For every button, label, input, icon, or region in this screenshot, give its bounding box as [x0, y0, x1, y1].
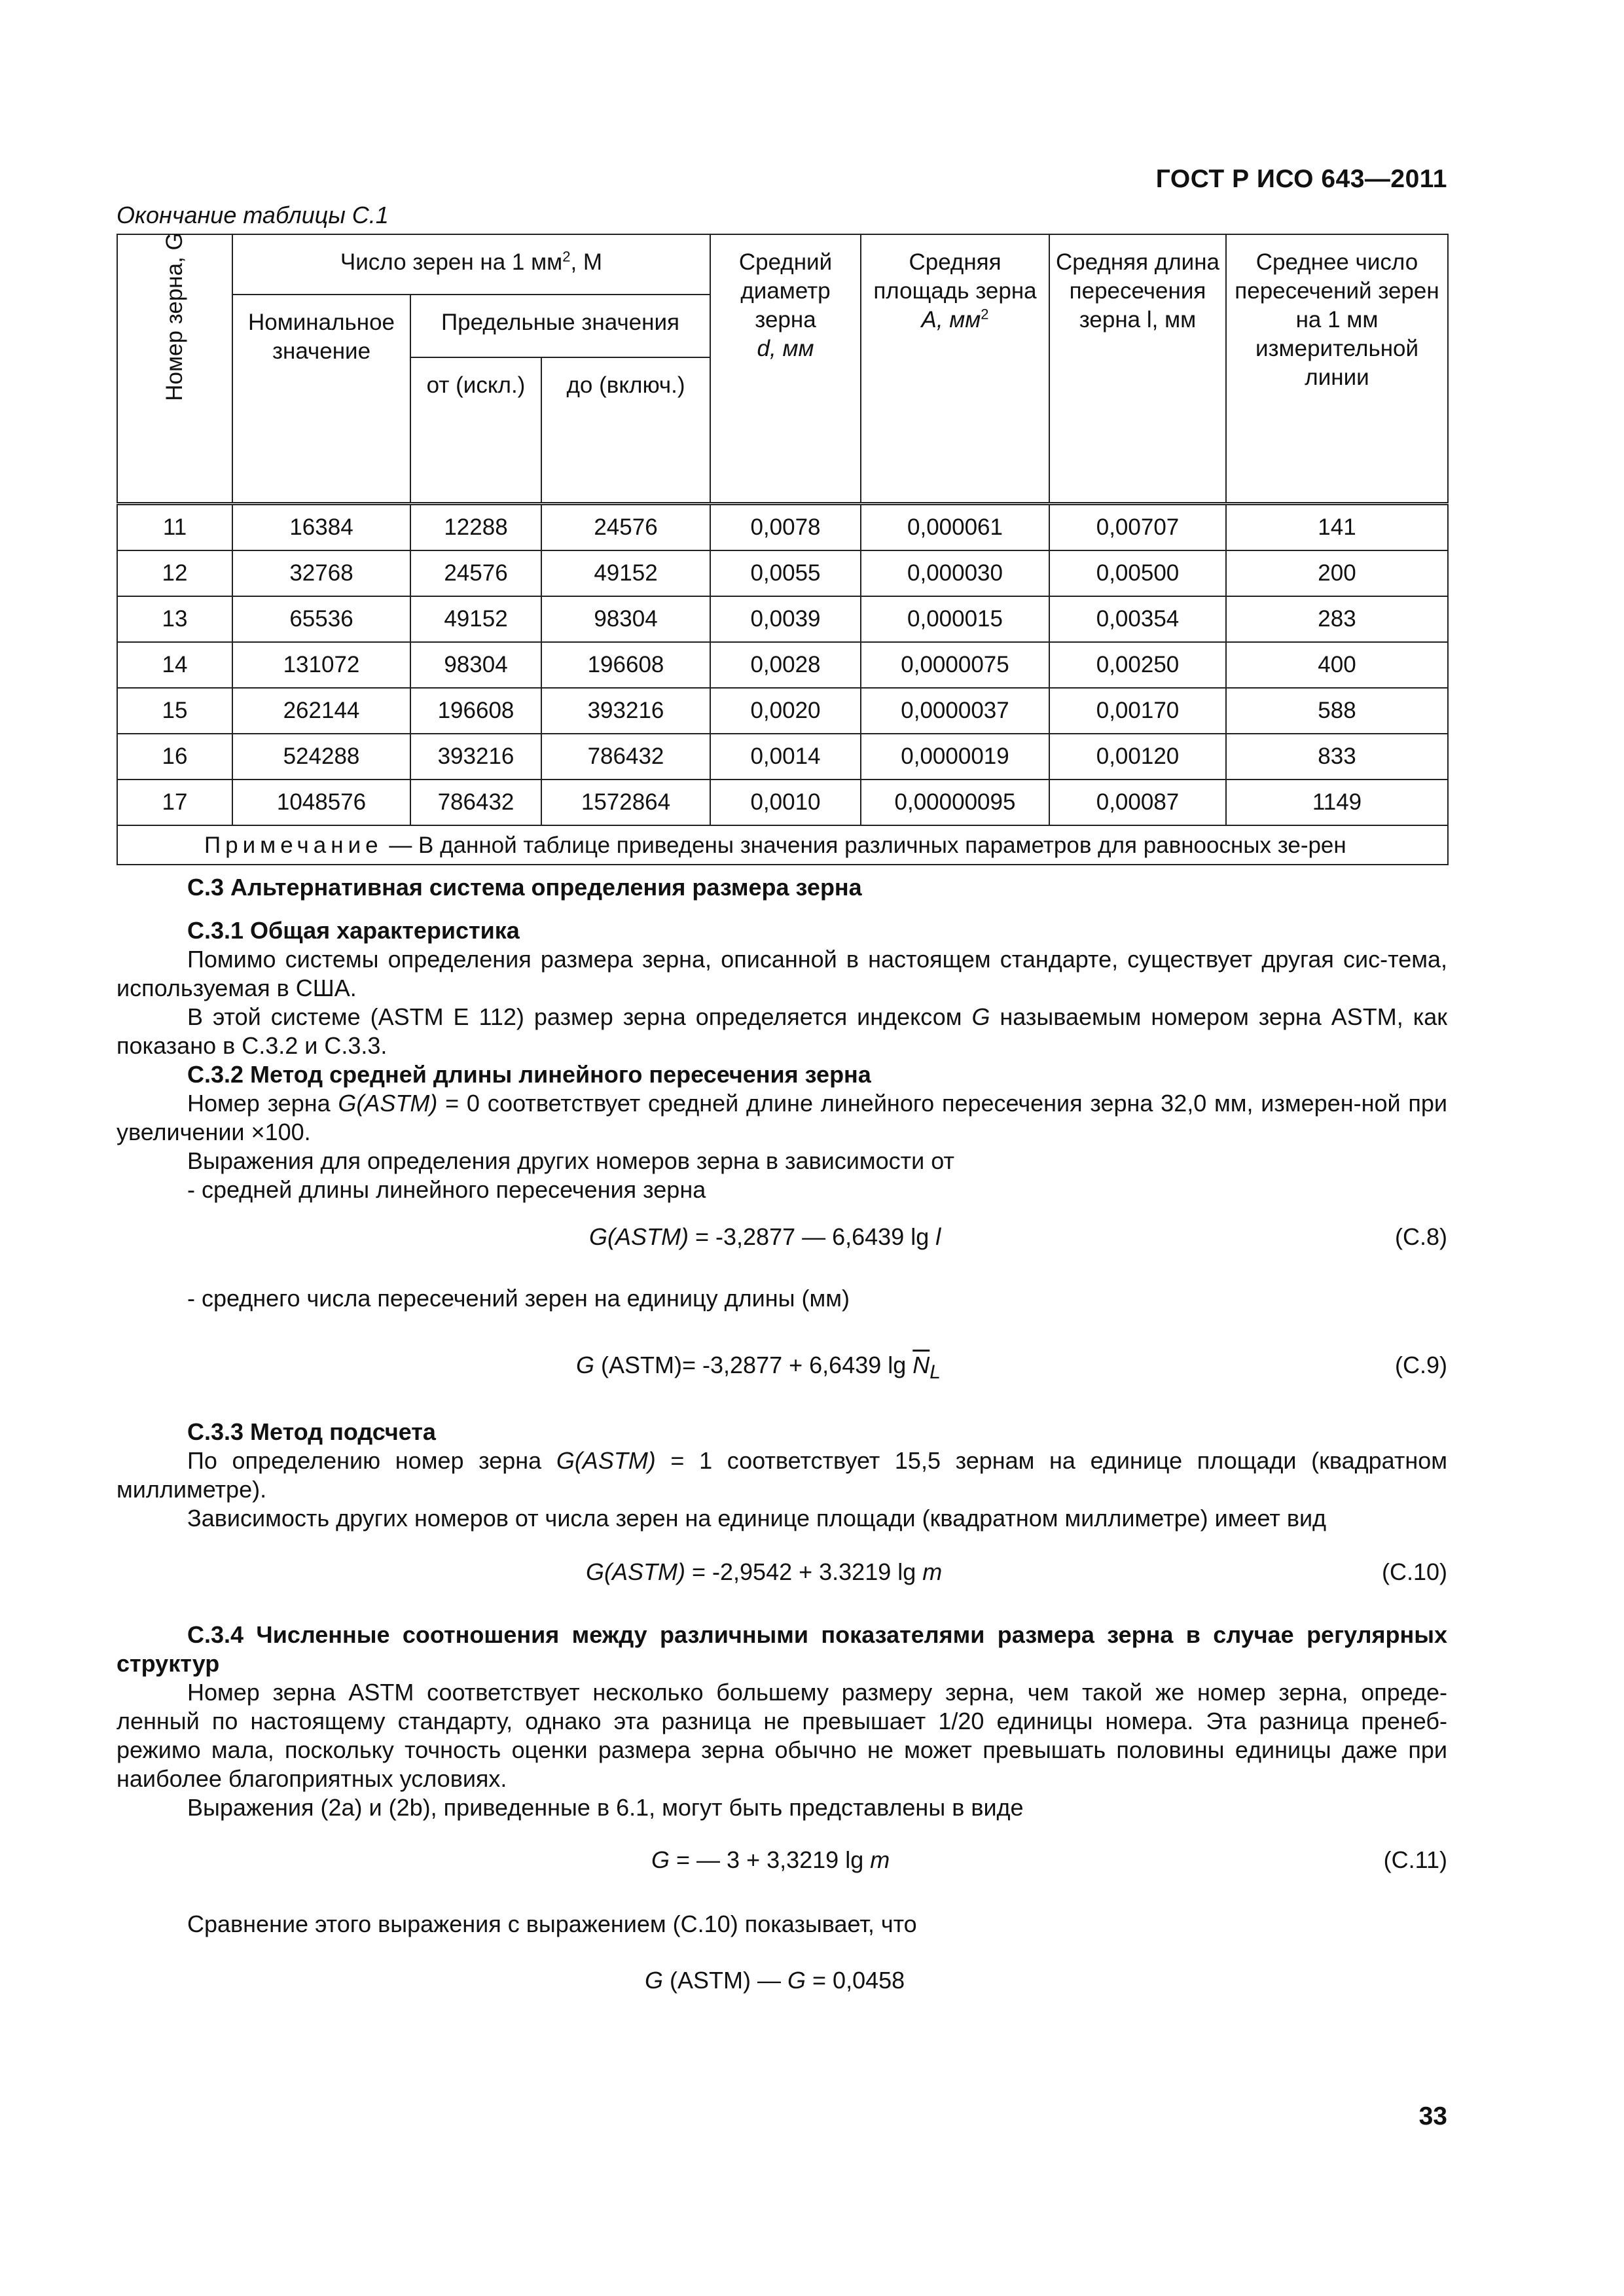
table-cell: 13 [117, 596, 232, 642]
section-c34-paragraph-2: Выражения (2a) и (2b), приведенные в 6.1, могут быть представлены в виде [187, 1794, 1024, 1821]
table-cell: 15 [117, 688, 232, 734]
table-cell: 0,0020 [710, 688, 861, 734]
note-text: — В данной таблице приведены значения различных параметров для равноосных зе-рен [382, 833, 1346, 858]
table-row [117, 642, 1448, 688]
table-cell: 0,00120 [1049, 734, 1226, 780]
formula-c11-number: (C.11) [1383, 1846, 1447, 1873]
table-cell: 0,0000019 [861, 734, 1049, 780]
table-cell: 0,0055 [710, 550, 861, 596]
table-cell: 786432 [541, 734, 710, 780]
table-cell: 833 [1226, 734, 1448, 780]
table-cell: 262144 [232, 688, 410, 734]
table-caption: Окончание таблицы С.1 [117, 202, 389, 228]
section-c32-title: С.3.2 Метод средней длины линейного пересечения зерна [187, 1061, 871, 1088]
section-c33-paragraph-1: По определению номер зерна G(ASTM) = 1 соответствует 15,5 зернам на единице площади (квадратном миллиметре). [117, 1447, 1447, 1503]
header-nominal: Номинальное значение [232, 295, 410, 504]
table-row [117, 734, 1448, 780]
table-cell: 524288 [232, 734, 410, 780]
table-cell: 65536 [232, 596, 410, 642]
section-c34-paragraph-3: Сравнение этого выражения с выражением (С.10) показывает, что [187, 1910, 917, 1937]
header-to: до (включ.) [541, 357, 710, 504]
section-c3-title: С.3 Альтернативная система определения размера зерна [187, 874, 862, 901]
formula-c8-number: (C.8) [1395, 1223, 1447, 1250]
grain-size-table [117, 234, 1449, 865]
table-cell: 400 [1226, 642, 1448, 688]
table-cell: 0,00000095 [861, 780, 1049, 825]
header-mean-area: Средняя площадь зерна A, $мм^2$ [861, 234, 1049, 504]
table-body [117, 504, 1448, 826]
table-cell: 393216 [410, 734, 541, 780]
section-c33-paragraph-2: Зависимость других номеров от числа зерен на единице площади (квадратном миллиметре) имеет вид [187, 1505, 1327, 1532]
table-cell: 16384 [232, 504, 410, 551]
table-cell: 588 [1226, 688, 1448, 734]
table-cell: 0,00500 [1049, 550, 1226, 596]
table-cell: 393216 [541, 688, 710, 734]
table-header-row [117, 234, 1448, 295]
formula-difference: G (ASTM) — G = 0,0458 [645, 1967, 905, 1994]
section-c32-list-item-1: - средней длины линейного пересечения зерна [187, 1176, 706, 1203]
section-c33-title: С.3.3 Метод подсчета [187, 1418, 436, 1445]
section-c32-paragraph-1: Номер зерна G(ASTM) = 0 соответствует средней длине линейного пересечения зерна 32,0 мм, измерен-ной при увеличении ×100. [117, 1090, 1447, 1145]
table-cell: 196608 [410, 688, 541, 734]
table-row [117, 688, 1448, 734]
table-cell: 1149 [1226, 780, 1448, 825]
table-cell: 32768 [232, 550, 410, 596]
table-cell: 1572864 [541, 780, 710, 825]
table-cell: 0,00170 [1049, 688, 1226, 734]
table-row [117, 780, 1448, 825]
header-limits: Предельные значения [410, 295, 710, 357]
table-cell: 131072 [232, 642, 410, 688]
formula-c8: G(ASTM) = -3,2877 — 6,6439 lg l [589, 1223, 941, 1250]
table-cell: 0,00250 [1049, 642, 1226, 688]
table-row [117, 596, 1448, 642]
document-header: ГОСТ Р ИСО 643—2011 [1155, 165, 1447, 193]
table-cell: 200 [1226, 550, 1448, 596]
table-cell: 0,0078 [710, 504, 861, 551]
note-label: Примечание [204, 833, 383, 858]
table-cell: 11 [117, 504, 232, 551]
table-cell: 0,000015 [861, 596, 1049, 642]
section-c31-paragraph-2: В этой системе (ASTM E 112) размер зерна определяется индексом G называемым номером зерна ASTM, как показано в С.3.2 и С.3.3. [117, 1003, 1448, 1059]
table-cell: 0,0028 [710, 642, 861, 688]
page-number: 33 [1418, 2102, 1447, 2130]
table-cell: 49152 [541, 550, 710, 596]
table-row [117, 504, 1448, 551]
table-cell: 0,0000037 [861, 688, 1049, 734]
table-row [117, 550, 1448, 596]
table-cell: 24576 [410, 550, 541, 596]
table-cell: 17 [117, 780, 232, 825]
table-cell: 12288 [410, 504, 541, 551]
header-grains-per-mm2: Число зерен на 1 $мм^2$, M [232, 234, 710, 295]
section-c34-title: С.3.4 Численные соотношения между различными показателями размера зерна в случае регулярных структур [117, 1621, 1447, 1677]
table-cell: 98304 [541, 596, 710, 642]
formula-c9: G (ASTM)= -3,2877 + 6,6439 $\lg \overline{N}_L$ [576, 1352, 941, 1384]
table-cell: 0,0014 [710, 734, 861, 780]
table-cell: 16 [117, 734, 232, 780]
table-cell: 0,000061 [861, 504, 1049, 551]
header-mean-count: Среднее число пересечений зерен на 1 мм измерительной линии [1226, 234, 1448, 504]
table-cell: 196608 [541, 642, 710, 688]
table-cell: 283 [1226, 596, 1448, 642]
table-cell: 0,00707 [1049, 504, 1226, 551]
header-mean-intercept: Средняя длина пересечения зерна l, мм [1049, 234, 1226, 504]
table-note [117, 825, 1448, 865]
table-cell: 0,0010 [710, 780, 861, 825]
section-c32-paragraph-2: Выражения для определения других номеров зерна в зависимости от [187, 1147, 954, 1174]
table-cell: 141 [1226, 504, 1448, 551]
header-mean-diameter: Средний диаметр зерна d, мм [710, 234, 861, 504]
formula-c11: G = — 3 + 3,3219 lg m [651, 1846, 890, 1873]
table-cell: 49152 [410, 596, 541, 642]
formula-c9-number: (C.9) [1395, 1352, 1447, 1378]
table-cell: 0,00087 [1049, 780, 1226, 825]
table-cell: 1048576 [232, 780, 410, 825]
table-cell: 0,000030 [861, 550, 1049, 596]
header-from: от (искл.) [410, 357, 541, 504]
table-cell: 12 [117, 550, 232, 596]
table-cell: 0,00354 [1049, 596, 1226, 642]
table-cell: 0,0000075 [861, 642, 1049, 688]
section-c32-list-item-2: - среднего числа пересечений зерен на единицу длины (мм) [187, 1285, 850, 1312]
table-cell: 0,0039 [710, 596, 861, 642]
table-cell: 98304 [410, 642, 541, 688]
section-c31-paragraph-1: Помимо системы определения размера зерна, описанной в настоящем стандарте, существует другая сис-тема, используемая в США. [117, 946, 1447, 1001]
table-cell: 14 [117, 642, 232, 688]
table-note-row [117, 825, 1448, 865]
header-grain-number: Номер зерна, G [117, 234, 232, 504]
formula-c10-number: (C.10) [1381, 1558, 1447, 1585]
formula-c10: G(ASTM) = -2,9542 + 3.3219 lg m [586, 1558, 943, 1585]
table-cell: 786432 [410, 780, 541, 825]
table-cell: 24576 [541, 504, 710, 551]
section-c31-title: С.3.1 Общая характеристика [187, 917, 520, 944]
section-c34-paragraph-1: Номер зерна ASTM соответствует несколько большему размеру зерна, чем такой же номер зерна, опреде-ленный по настоящему стандарту, однако эта разница не превышает 1/20 единицы номера. Эта разница пренеб-режимо мала, поскольку точность оценки размера зерна обычно не может превышать половины единицы даже при наиболее благоприятных условиях. [117, 1679, 1447, 1792]
